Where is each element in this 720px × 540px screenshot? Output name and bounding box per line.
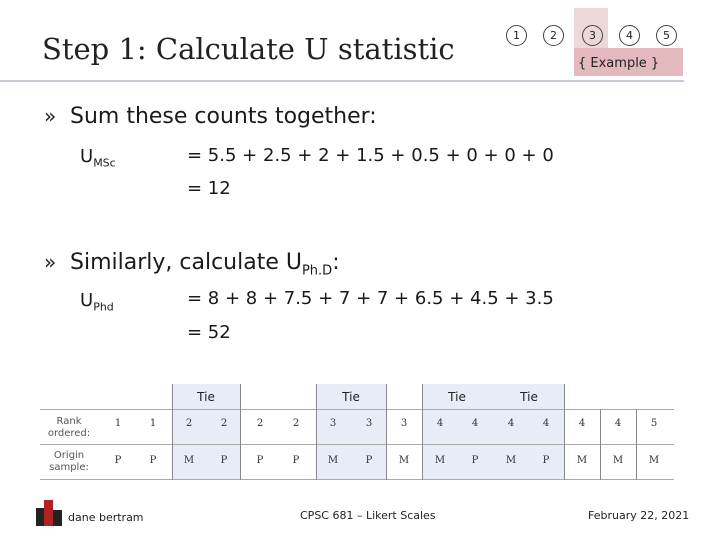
origin-sample-header: Origin sample:	[49, 450, 89, 473]
sample-cell: M	[505, 455, 517, 466]
rank-cell: 3	[400, 418, 408, 429]
bullet-similarly-colon: :	[332, 250, 340, 275]
umsc-symbol	[80, 146, 116, 170]
sample-cell: M	[648, 455, 660, 466]
rank-cell: 4	[436, 418, 444, 429]
footer-author: dane bertram	[68, 511, 144, 524]
rank-cell: 4	[542, 418, 550, 429]
sample-cell: P	[114, 455, 122, 466]
uphd-subscript: Phd	[93, 300, 114, 314]
rank-cell: 2	[256, 418, 264, 429]
sample-cell: P	[542, 455, 550, 466]
sample-cell: P	[471, 455, 479, 466]
title-divider	[0, 80, 684, 82]
step-1-indicator[interactable]: 1	[506, 25, 527, 46]
rank-cell: 3	[365, 418, 373, 429]
rank-cell: 4	[471, 418, 479, 429]
table-bottom-rule	[40, 479, 674, 480]
rank-cell: 2	[292, 418, 300, 429]
rank-cell: 3	[329, 418, 337, 429]
step-5-indicator[interactable]: 5	[656, 25, 677, 46]
bullet-similarly-text: Similarly, calculate U	[70, 250, 302, 275]
sample-cell: M	[576, 455, 588, 466]
rank-cell: 1	[149, 418, 157, 429]
rank-cell: 5	[650, 418, 658, 429]
rank-cell: 4	[507, 418, 515, 429]
sample-cell: P	[365, 455, 373, 466]
tie-label-3: Tie	[448, 390, 466, 404]
slide-title: Step 1: Calculate U statistic	[42, 32, 455, 66]
rank-cell: 4	[578, 418, 586, 429]
uphd-base: U	[80, 290, 94, 311]
uphd-equation-line2: = 52	[187, 322, 231, 343]
sample-cell: P	[149, 455, 157, 466]
bullet-arrow-icon: »	[44, 250, 57, 274]
example-label: { Example }	[578, 56, 660, 71]
rank-table	[0, 384, 720, 484]
sample-cell: M	[612, 455, 624, 466]
umsc-equation-line1: = 5.5 + 2.5 + 2 + 1.5 + 0.5 + 0 + 0 + 0	[187, 145, 554, 166]
footer-date: February 22, 2021	[588, 509, 690, 522]
table-top-rule	[40, 409, 674, 410]
rank-cell: 2	[220, 418, 228, 429]
sample-cell: M	[398, 455, 410, 466]
umsc-equation-line2: = 12	[187, 178, 231, 199]
sample-cell: M	[434, 455, 446, 466]
sample-cell: P	[220, 455, 228, 466]
rank-ordered-header: Rank ordered:	[47, 416, 91, 439]
bullet-similarly-subscript: Ph.D	[301, 263, 333, 279]
bullet-arrow-icon: »	[44, 104, 57, 128]
bullet-similarly	[44, 250, 340, 278]
rank-cell: 2	[185, 418, 193, 429]
umsc-subscript: MSc	[93, 156, 116, 170]
sample-cell: P	[256, 455, 264, 466]
sample-cell: M	[183, 455, 195, 466]
rank-cell: 4	[614, 418, 622, 429]
uphd-symbol	[80, 290, 114, 314]
tie-label-2: Tie	[342, 390, 360, 404]
step-2-indicator[interactable]: 2	[543, 25, 564, 46]
sample-cell: P	[292, 455, 300, 466]
bullet-sum-counts	[44, 104, 377, 129]
step-3-indicator[interactable]: 3	[582, 25, 603, 46]
rank-cell: 1	[114, 418, 122, 429]
bullet-sum-counts-text: Sum these counts together:	[70, 104, 377, 129]
tie-label-4: Tie	[520, 390, 538, 404]
table-mid-rule	[40, 444, 674, 445]
db-logo-icon	[36, 500, 62, 526]
step-4-indicator[interactable]: 4	[619, 25, 640, 46]
uphd-equation-line1: = 8 + 8 + 7.5 + 7 + 7 + 6.5 + 4.5 + 3.5	[187, 288, 554, 309]
sample-cell: M	[327, 455, 339, 466]
umsc-base: U	[80, 146, 94, 167]
tie-label-1: Tie	[197, 390, 215, 404]
footer-course: CPSC 681 – Likert Scales	[300, 509, 436, 522]
